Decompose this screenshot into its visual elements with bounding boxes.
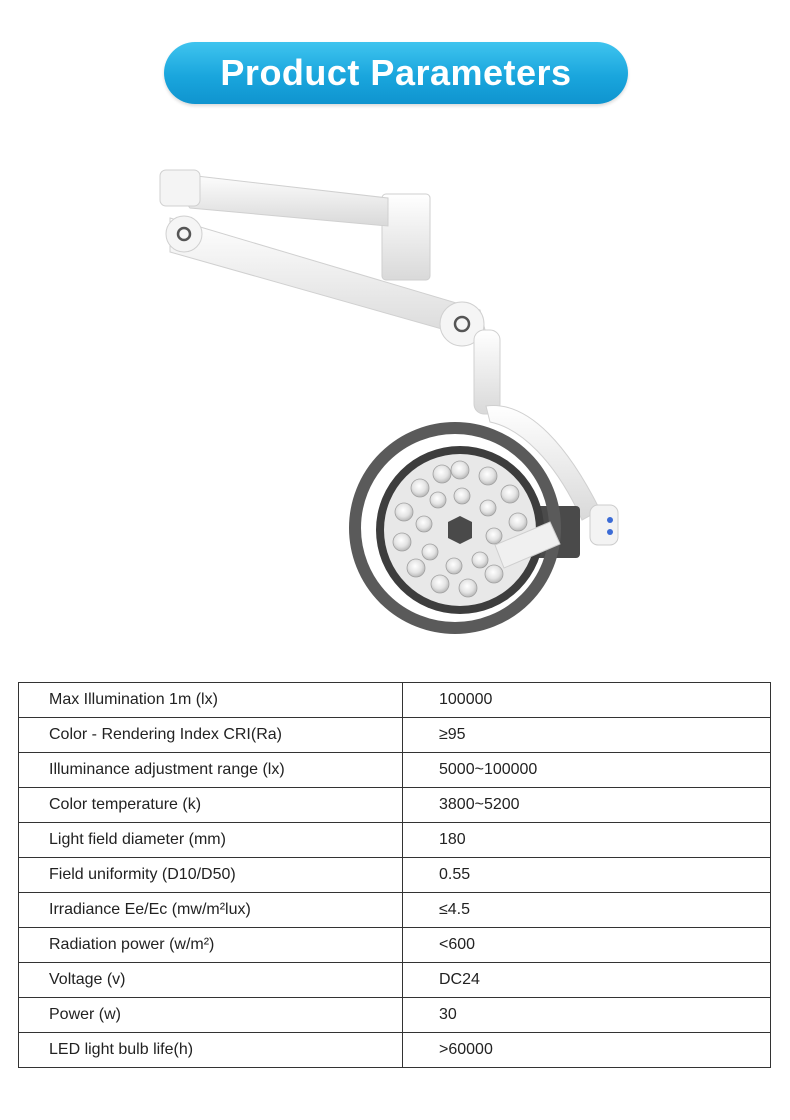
- param-label: Power (w): [19, 998, 403, 1033]
- param-value: >60000: [403, 1033, 771, 1068]
- param-value: 30: [403, 998, 771, 1033]
- table-row: [19, 718, 771, 753]
- param-label: Illuminance adjustment range (lx): [19, 753, 403, 788]
- param-label: LED light bulb life(h): [19, 1033, 403, 1068]
- param-value: 180: [403, 823, 771, 858]
- table-row: [19, 823, 771, 858]
- page-title-banner: [164, 42, 628, 104]
- param-label: Light field diameter (mm): [19, 823, 403, 858]
- table-row: [19, 928, 771, 963]
- param-value: <600: [403, 928, 771, 963]
- table-row: [19, 998, 771, 1033]
- table-row: [19, 1033, 771, 1068]
- param-label: Color temperature (k): [19, 788, 403, 823]
- table-row: [19, 683, 771, 718]
- param-value: 5000~100000: [403, 753, 771, 788]
- table-row: [19, 858, 771, 893]
- param-value: 100000: [403, 683, 771, 718]
- surgical-lamp-icon: [150, 160, 630, 640]
- param-label: Color - Rendering Index CRI(Ra): [19, 718, 403, 753]
- table-row: [19, 963, 771, 998]
- param-label: Voltage (v): [19, 963, 403, 998]
- table-row: [19, 788, 771, 823]
- parameters-table: [18, 682, 771, 1068]
- param-label: Irradiance Ee/Ec (mw/m²lux): [19, 893, 403, 928]
- param-value: 3800~5200: [403, 788, 771, 823]
- param-label: Radiation power (w/m²): [19, 928, 403, 963]
- table-row: [19, 893, 771, 928]
- table-row: [19, 753, 771, 788]
- param-label: Max Illumination 1m (lx): [19, 683, 403, 718]
- param-value: ≥95: [403, 718, 771, 753]
- param-label: Field uniformity (D10/D50): [19, 858, 403, 893]
- param-value: 0.55: [403, 858, 771, 893]
- param-value: DC24: [403, 963, 771, 998]
- page-title: Product Parameters: [220, 52, 572, 93]
- param-value: ≤4.5: [403, 893, 771, 928]
